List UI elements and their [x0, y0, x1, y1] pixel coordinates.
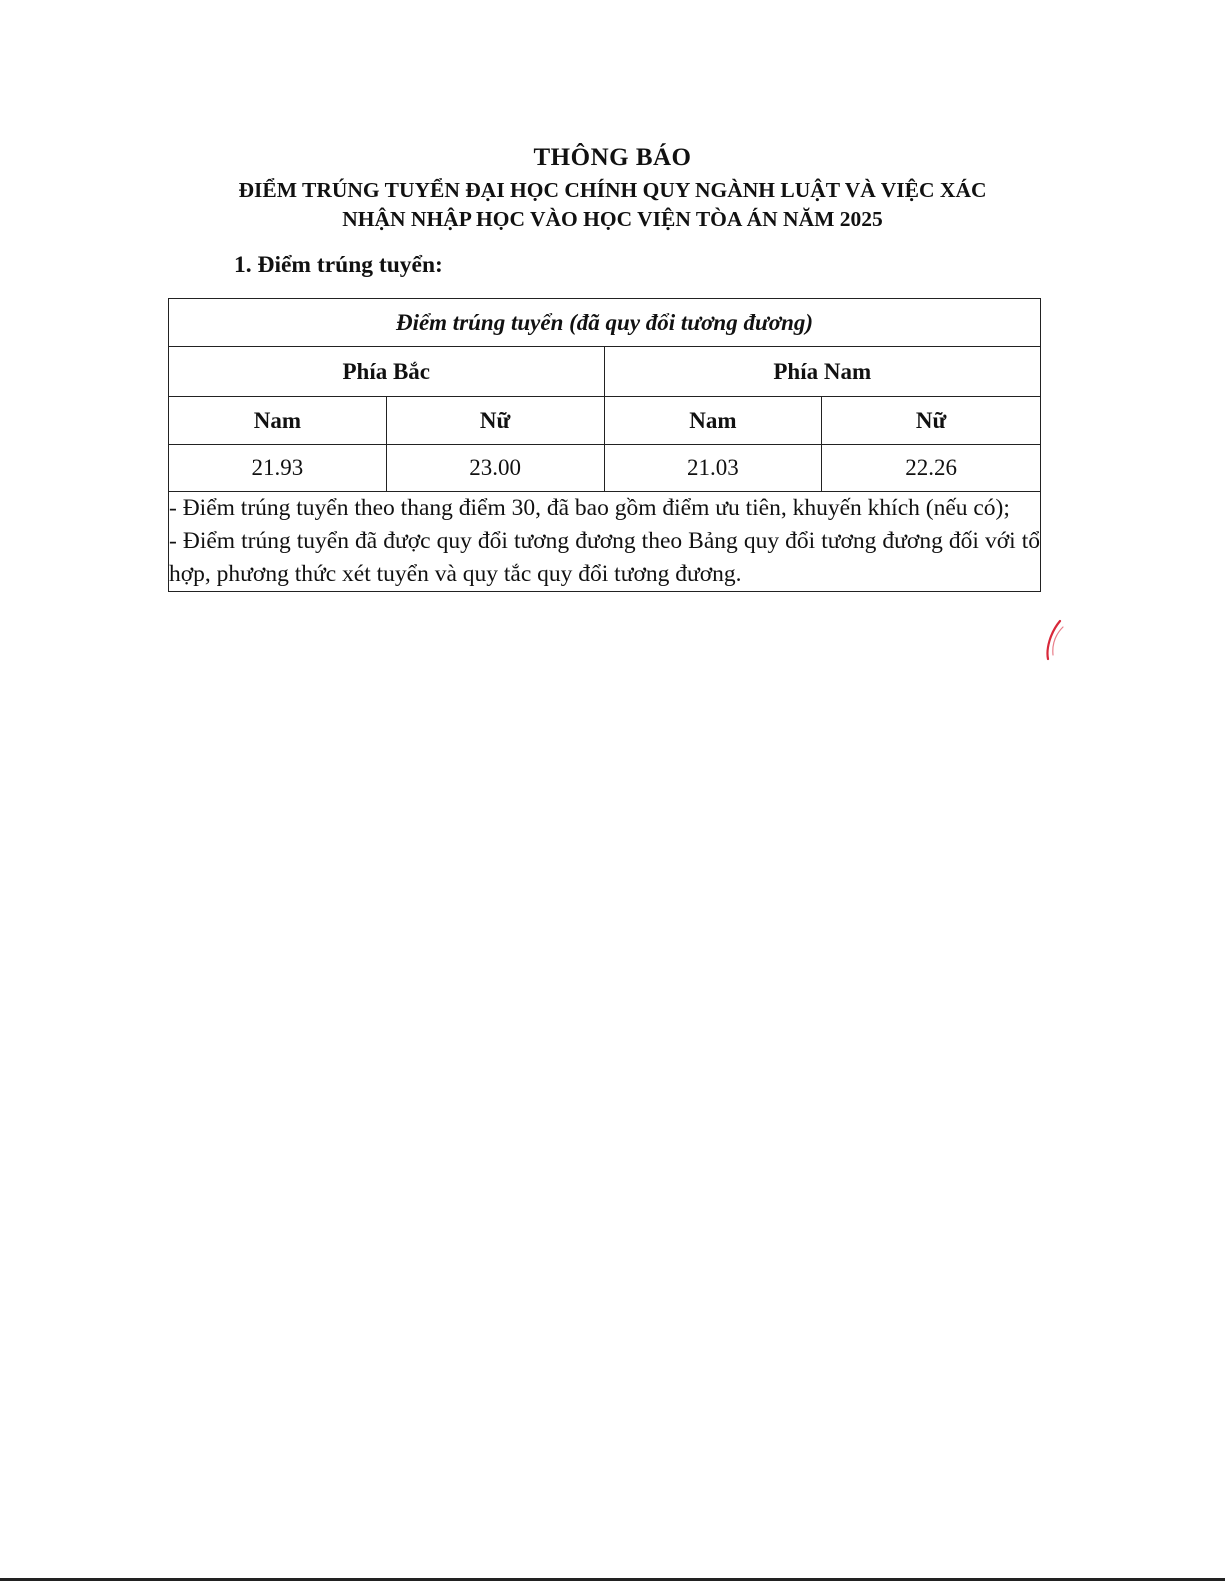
page-bottom-border: [0, 1578, 1225, 1581]
south-male-score: 21.03: [604, 445, 822, 492]
table-row: [169, 445, 1041, 492]
document-title: THÔNG BÁO: [533, 144, 692, 171]
south-female-header: Nữ: [822, 397, 1041, 445]
region-north-header: Phía Bắc: [169, 347, 605, 397]
document-subtitle-line-1: ĐIỂM TRÚNG TUYỂN ĐẠI HỌC CHÍNH QUY NGÀNH LUẬT VÀ VIỆC XÁC: [238, 178, 987, 202]
north-female-header: Nữ: [386, 397, 604, 445]
north-male-score: 21.93: [169, 445, 387, 492]
table-notes-row: [169, 492, 1041, 592]
region-south-header: Phía Nam: [604, 347, 1041, 397]
note-item: - Điểm trúng tuyển đã được quy đổi tương đương theo Bảng quy đổi tương đương đối với tổ hợp, phương thức xét tuyển và quy tắc quy đổi tương đương.: [169, 528, 1040, 587]
table-region-row: [169, 347, 1041, 397]
table-notes-cell: [169, 492, 1041, 592]
north-female-score: 23.00: [386, 445, 604, 492]
table-gender-row: [169, 397, 1041, 445]
table-caption: Điểm trúng tuyển (đã quy đổi tương đương): [169, 299, 1041, 347]
note-item: - Điểm trúng tuyển theo thang điểm 30, đã bao gồm điểm ưu tiên, khuyến khích (nếu có);: [169, 495, 1010, 521]
north-male-header: Nam: [169, 397, 387, 445]
document-subtitle-line-2: NHẬN NHẬP HỌC VÀO HỌC VIỆN TÒA ÁN NĂM 2025: [342, 207, 883, 231]
south-male-header: Nam: [604, 397, 822, 445]
admission-score-table: [168, 298, 1041, 592]
section-heading: 1. Điểm trúng tuyển:: [234, 252, 443, 278]
south-female-score: 22.26: [822, 445, 1041, 492]
red-pen-mark-icon: [1036, 613, 1066, 661]
table-caption-row: [169, 299, 1041, 347]
